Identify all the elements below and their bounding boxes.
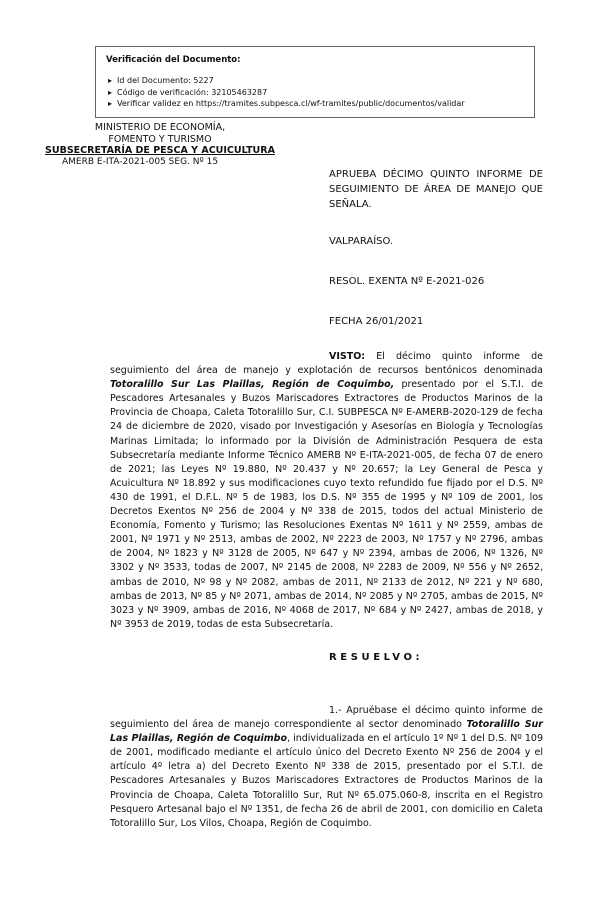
visto-area-name: Totoralillo Sur Las Plaillas, Región de Coquimbo, — [110, 379, 395, 391]
subsecretaria-name: SUBSECRETARÍA DE PESCA Y ACUICULTURA — [45, 145, 275, 156]
verification-title: Verificación del Documento: — [106, 55, 241, 65]
document-city: VALPARAÍSO. — [329, 236, 394, 247]
verification-code: ▸ Código de verificación: 32105463287 — [108, 87, 534, 99]
verification-list — [106, 75, 534, 110]
article-1-text-1: 1.- Apruébase el décimo quinto informe de seguimiento del área de manejo correspondiente al sector denominado — [110, 705, 543, 731]
visto-text-1: El décimo quinto informe de seguimiento del área de manejo y explotación de recursos bentónicos denominada — [110, 351, 543, 377]
ministry-line2: FOMENTO Y TURISMO — [108, 133, 212, 145]
visto-text-2: presentado por el S.T.I. de Pescadores Artesanales y Buzos Mariscadores Extractores de Productos Marinos de la Provincia de Choapa, Caleta Totoralillo Sur, C.I. SUBPESCA Nº E-AMERB-2020-129 de fecha 24 de diciembre de 2020, visado por Investigación y Asesorías en Biología y Tecnologías Marinas Limitada; lo informado por la División de Administración Pesquera de esta Subsecretaría mediante Informe Técnico AMERB Nº E-ITA-2021-005, de fecha 07 de enero de 2021; las Leyes Nº 19.880, Nº 20.437 y Nº 20.657; la Ley General de Pesca y Acuicultura Nº 18.892 y sus modificaciones cuyo texto refundido fue fijado por el D.S. Nº 430 de 1991, el D.F.L. Nº 5 de 1983, los D.S. Nº 355 de 1995 y Nº 109 de 2001, los Decretos Exentos Nº 256 de 2004 y Nº 338 de 2015, todos del actual Ministerio de Economía, Fomento y Turismo; las Resoluciones Exentas Nº 1611 y Nº 2559, ambas de 2001, Nº 1971 y Nº 2513, ambas de 2002, Nº 2223 de 2003, Nº 1757 y Nº 2796, ambas de 2004, Nº 1823 y Nº 3128 de 2005, Nº 647 y Nº 2394, ambas de 2006, Nº 1326, Nº 3302 y Nº 3533, todas de 2007, Nº 2145 de 2008, Nº 2283 de 2009, Nº 556 y Nº 2652, ambas de 2010, Nº 98 y Nº 2082, ambas de 2011, Nº 2133 de 2012, Nº 221 y Nº 680, ambas de 2013, Nº 85 y Nº 2071, ambas de 2014, Nº 2085 y Nº 2705, ambas de 2015, Nº 3023 y Nº 3909, ambas de 2016, Nº 4068 de 2017, Nº 684 y Nº 2427, ambas de 2018, y Nº 3953 de 2019, todas de esta Subsecretaría. — [110, 379, 543, 630]
verification-box — [95, 46, 535, 118]
resolution-number: RESOL. EXENTA Nº E-2021-026 — [329, 276, 485, 287]
article-1 — [110, 704, 543, 831]
ministry-header — [40, 122, 280, 157]
visto-label: VISTO: — [329, 351, 366, 362]
visto-paragraph — [110, 350, 543, 632]
article-1-area-name: Totoralillo Sur Las Plaillas, Región de Coquimbo — [110, 719, 543, 745]
ministry-line1: MINISTERIO DE ECONOMÍA, — [94, 122, 226, 133]
document-id: ▸ Id del Documento: 5227 — [108, 75, 534, 87]
document-date: FECHA 26/01/2021 — [329, 316, 424, 327]
reference-code: AMERB E-ITA-2021-005 SEG. Nº 15 — [62, 157, 219, 167]
document-subject: APRUEBA DÉCIMO QUINTO INFORME DE SEGUIMIENTO DE ÁREA DE MANEJO QUE SEÑALA. — [329, 169, 543, 210]
article-1-text-2: , individualizada en el artículo 1º Nº 1 del D.S. Nº 109 de 2001, modificado mediante el artículo único del Decreto Exento Nº 256 de 2004 y el artículo 4º letra a) del Decreto Exento Nº 338 de 2015, presentado por el S.T.I. de Pescadores Artesanales y Buzos Mariscadores Extractores de Productos Marinos de la Provincia de Choapa, Caleta Totoralillo Sur, Rut Nº 65.075.060-8, inscrita en el Registro Pesquero Artesanal bajo el Nº 1351, de fecha 26 de abril de 2001, con domicilio en Caleta Totoralillo Sur, Los Vilos, Choapa, Región de Coquimbo. — [110, 733, 544, 829]
verification-url[interactable]: ▸ Verificar validez en https://tramites.subpesca.cl/wf-tramites/public/documentos/validar — [108, 98, 534, 110]
resuelvo-heading: RESUELVO: — [329, 652, 424, 663]
